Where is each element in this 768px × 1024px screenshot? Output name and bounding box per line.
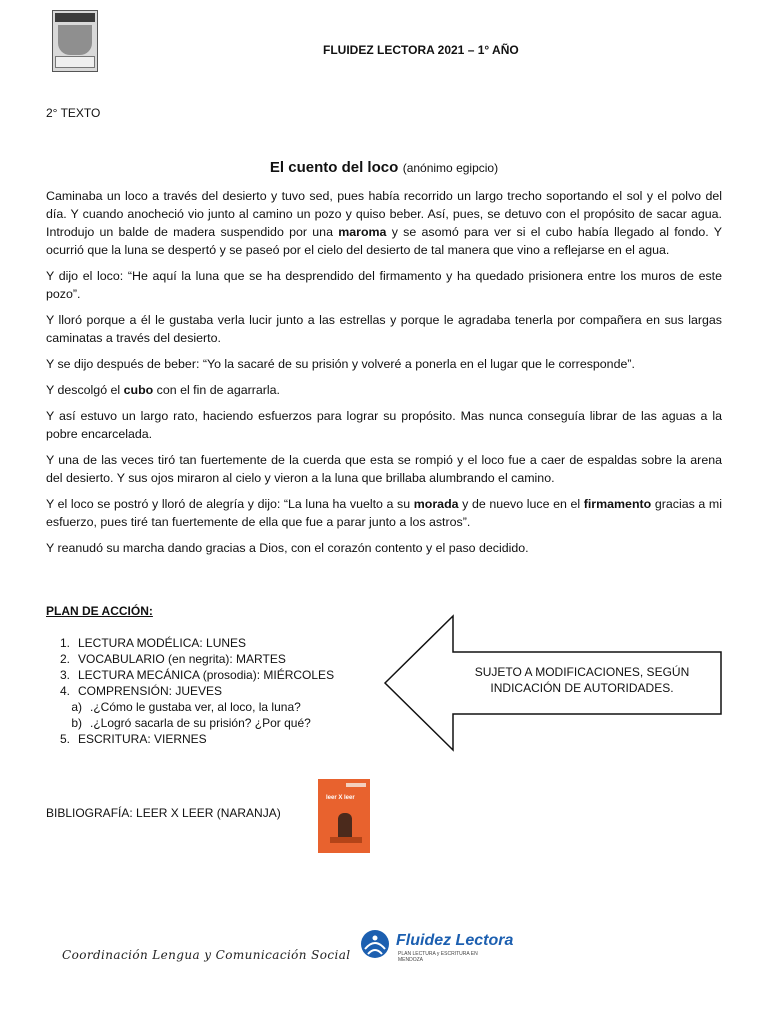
paragraph-text: y de nuevo luce en el [458, 497, 584, 511]
notice-line-2: INDICACIÓN DE AUTORIDADES. [490, 681, 674, 695]
footer-logo-tagline: PLAN LECTURA y ESCRITURA EN MENDOZA [398, 951, 478, 963]
vocabulary-word: morada [413, 497, 459, 511]
story-subtitle: (anónimo egipcio) [402, 161, 499, 175]
notice-text [452, 664, 712, 696]
plan-item-number: 3. [59, 668, 70, 682]
plan-subitem-text: .¿Logró sacarla de su prisión? ¿Por qué? [90, 716, 311, 730]
plan-subitem-number: a) [71, 700, 82, 714]
plan-item-text: VOCABULARIO (en negrita): MARTES [78, 652, 286, 666]
story-paragraph [46, 355, 722, 373]
story-title-block [0, 159, 768, 177]
story-paragraph [46, 407, 722, 443]
plan-item [46, 683, 334, 699]
story-paragraph [46, 267, 722, 303]
plan-subitem [46, 699, 334, 715]
story-paragraph [46, 187, 722, 259]
school-crest-icon [52, 10, 98, 72]
bibliography: BIBLIOGRAFÍA: LEER X LEER (NARANJA) [46, 806, 281, 820]
plan-item [46, 651, 334, 667]
plan-item-text: LECTURA MODÉLICA: LUNES [78, 636, 247, 650]
paragraph-text: Y lloró porque a él le gustaba verla lucir junto a las estrellas y porque le agradaba tenerla por compañera en sus largas caminatas a través del desierto. [46, 313, 722, 345]
plan-item-number: 5. [59, 732, 70, 746]
paragraph-text: Y reanudó su marcha dando gracias a Dios, con el corazón contento y el paso decidido. [46, 541, 529, 555]
plan-item-text: ESCRITURA: VIERNES [78, 732, 207, 746]
section-label: 2° TEXTO [46, 106, 101, 120]
plan-item [46, 635, 334, 651]
plan-subitem [46, 715, 334, 731]
paragraph-text: y se asomó para ver si el cubo había llegado al fondo. Y ocurrió que la luna se despertó y se paseó por el cielo del desierto de tal manera que vino a reflejarse en el agua. [46, 225, 722, 257]
header-title: FLUIDEZ LECTORA 2021 – 1° AÑO [323, 43, 519, 57]
story-paragraph [46, 495, 722, 531]
paragraph-text: con el fin de agarrarla. [153, 383, 280, 397]
vocabulary-word: firmamento [583, 497, 652, 511]
story-paragraph [46, 381, 722, 399]
paragraph-text: Y dijo el loco: “He aquí la luna que se ha desprendido del firmamento y ha quedado prisionera entre los muros de este pozo”. [46, 269, 722, 301]
paragraph-text: Caminaba un loco a través del desierto y tuvo sed, pues había recorrido un largo trecho soportando el sol y el polvo del día. Y cuando anocheció vio junto al camino un pozo y quiso beber. Así, pues, se detuvo con el propósito de sacar agua. Introdujo un balde de madera suspendido por una [46, 189, 722, 239]
footer-logo-name: Fluidez Lectora [396, 932, 514, 949]
plan-list [46, 635, 334, 747]
paragraph-text: Y así estuvo un largo rato, haciendo esfuerzos para lograr su propósito. Mas nunca conseguía librar de las aguas a la pobre encarcelada. [46, 409, 722, 441]
plan-title: PLAN DE ACCIÓN: [46, 604, 153, 618]
notice-line-1: SUJETO A MODIFICACIONES, SEGÚN [474, 665, 690, 679]
paragraph-text: Y una de las veces tiró tan fuertemente de la cuerda que esta se rompió y el loco fue a caer de espaldas sobre la arena del desierto. Y sus ojos miraron al cielo y vieron a la luna que brillaba alumbrando el camino. [46, 453, 722, 485]
vocabulary-word: cubo [123, 383, 154, 397]
plan-item-text: LECTURA MECÁNICA (prosodia): MIÉRCOLES [78, 668, 335, 682]
plan-item-text: COMPRENSIÓN: JUEVES [78, 684, 223, 698]
plan-item-number: 2. [59, 652, 70, 666]
story-title: El cuento del loco [269, 159, 399, 176]
fluidez-lectora-logo-icon [358, 929, 392, 965]
footer-text: Coordinación Lengua y Comunicación Social [62, 948, 351, 962]
plan-subitem-number: b) [71, 716, 82, 730]
paragraph-text: gracias a mi esfuerzo, pues tiré tan fuertemente de ella que fue a parar junto a los astros”. [46, 497, 722, 529]
book-cover-image [318, 779, 370, 853]
plan-item-number: 1. [59, 636, 70, 650]
paragraph-text: Y se dijo después de beber: “Yo la sacaré de su prisión y volveré a ponerla en el lugar que le corresponde”. [46, 357, 635, 371]
story-body [46, 187, 722, 565]
story-paragraph [46, 539, 722, 557]
plan-subitem-text: .¿Cómo le gustaba ver, al loco, la luna? [90, 700, 301, 714]
plan-item [46, 731, 334, 747]
story-paragraph [46, 311, 722, 347]
book-cover-label: leer X leer [326, 795, 355, 801]
paragraph-text: Y el loco se postró y lloró de alegría y dijo: “La luna ha vuelto a su [46, 497, 414, 511]
paragraph-text: Y descolgó el [46, 383, 124, 397]
plan-item-number: 4. [59, 684, 70, 698]
story-paragraph [46, 451, 722, 487]
vocabulary-word: maroma [338, 225, 387, 239]
plan-item [46, 667, 334, 683]
